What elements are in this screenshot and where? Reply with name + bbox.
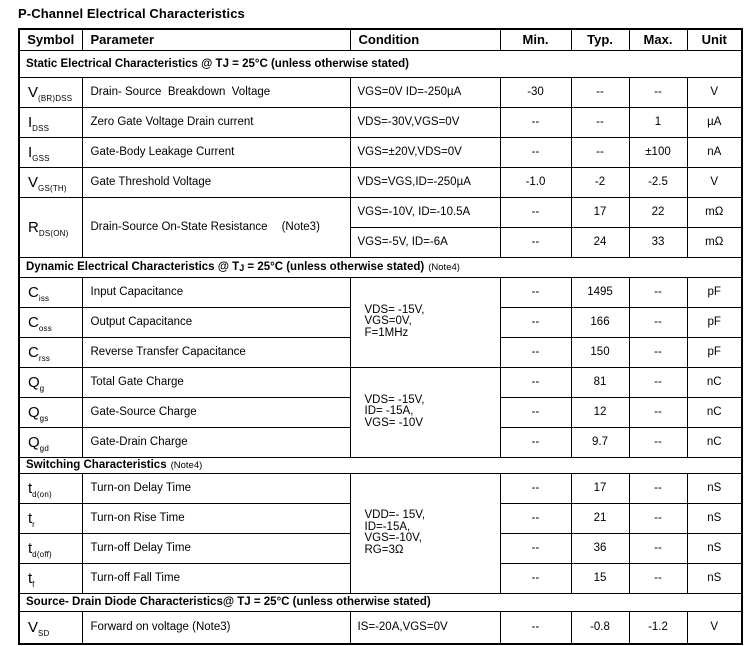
parameter-cell: Reverse Transfer Capacitance	[82, 337, 350, 367]
note4-ref: (Note4)	[170, 460, 203, 471]
column-header-row	[19, 29, 742, 50]
parameter-cell: Input Capacitance	[82, 277, 350, 307]
section-header-static	[19, 50, 742, 77]
min-cell: --	[500, 307, 571, 337]
unit-cell: nS	[687, 503, 742, 533]
unit-cell: nA	[687, 137, 742, 167]
col-header-unit: Unit	[687, 29, 742, 50]
condition-cell: VDS=-30V,VGS=0V	[350, 107, 500, 137]
max-cell: -2.5	[629, 167, 687, 197]
max-cell: -1.2	[629, 611, 687, 644]
typ-cell: -0.8	[571, 611, 629, 644]
col-header-parameter: Parameter	[82, 29, 350, 50]
min-cell: --	[500, 503, 571, 533]
min-cell: --	[500, 337, 571, 367]
table-row-vsd	[19, 611, 742, 644]
section-header-diode	[19, 593, 742, 611]
symbol-cell: $C_{oss}$	[19, 307, 82, 337]
condition-cell-charge: VDS= -15V, ID= -15A, VGS= -10V	[350, 367, 500, 457]
max-cell: --	[629, 473, 687, 503]
parameter-cell: Drain- Source Breakdown Voltage	[82, 77, 350, 107]
unit-cell: µA	[687, 107, 742, 137]
note4-ref: (Note4)	[428, 262, 460, 273]
min-cell: -30	[500, 77, 571, 107]
max-cell: --	[629, 77, 687, 107]
table-row-vgsth	[19, 167, 742, 197]
col-header-condition: Condition	[350, 29, 500, 50]
min-cell: --	[500, 397, 571, 427]
parameter-cell: Turn-off Fall Time	[82, 563, 350, 593]
symbol-cell: $V_{GS(TH)}$	[19, 167, 82, 197]
section-header-switching	[19, 457, 742, 473]
table-row-vbrdss	[19, 77, 742, 107]
unit-cell: mΩ	[687, 227, 742, 257]
parameter-cell: Gate Threshold Voltage	[82, 167, 350, 197]
max-cell: 33	[629, 227, 687, 257]
symbol-cell: $C_{rss}$	[19, 337, 82, 367]
condition-cell: VGS=0V ID=-250µA	[350, 77, 500, 107]
page-title: P-Channel Electrical Characteristics	[18, 6, 245, 21]
table-row-igss	[19, 137, 742, 167]
min-cell: -1.0	[500, 167, 571, 197]
unit-cell: nS	[687, 533, 742, 563]
typ-cell: 12	[571, 397, 629, 427]
typ-cell: 17	[571, 197, 629, 227]
max-cell: --	[629, 397, 687, 427]
typ-cell: 1495	[571, 277, 629, 307]
condition-cell-capacitance: VDS= -15V, VGS=0V, F=1MHz	[350, 277, 500, 367]
symbol-cell: $Q_{gs}$	[19, 397, 82, 427]
col-header-typ: Typ.	[571, 29, 629, 50]
characteristics-table	[18, 28, 743, 645]
typ-cell: 24	[571, 227, 629, 257]
typ-cell: --	[571, 77, 629, 107]
table-row-tdon	[19, 473, 742, 503]
max-cell: --	[629, 337, 687, 367]
condition-cell-switching: VDD=- 15V, ID=-15A, VGS=-10V, RG=3Ω	[350, 473, 500, 593]
min-cell: --	[500, 533, 571, 563]
min-cell: --	[500, 227, 571, 257]
note3-ref: (Note3)	[281, 221, 320, 233]
symbol-cell: $R_{DS(ON)}$	[19, 197, 82, 257]
unit-cell: V	[687, 167, 742, 197]
min-cell: --	[500, 137, 571, 167]
col-header-max: Max.	[629, 29, 687, 50]
table-row-qg	[19, 367, 742, 397]
min-cell: --	[500, 277, 571, 307]
condition-cell: VDS=VGS,ID=-250µA	[350, 167, 500, 197]
parameter-cell: Forward on voltage (Note3)	[82, 611, 350, 644]
typ-cell: --	[571, 107, 629, 137]
max-cell: --	[629, 307, 687, 337]
col-header-symbol: Symbol	[19, 29, 82, 50]
unit-cell: nC	[687, 367, 742, 397]
table-row-ciss	[19, 277, 742, 307]
typ-cell: 81	[571, 367, 629, 397]
symbol-cell: $Q_g$	[19, 367, 82, 397]
unit-cell: pF	[687, 277, 742, 307]
typ-cell: 15	[571, 563, 629, 593]
min-cell: --	[500, 367, 571, 397]
symbol-cell: $V_{SD}$	[19, 611, 82, 644]
parameter-cell: Turn-on Rise Time	[82, 503, 350, 533]
min-cell: --	[500, 197, 571, 227]
max-cell: --	[629, 427, 687, 457]
typ-cell: 166	[571, 307, 629, 337]
unit-cell: nC	[687, 427, 742, 457]
col-header-min: Min.	[500, 29, 571, 50]
unit-cell: nS	[687, 473, 742, 503]
section-header-dynamic	[19, 257, 742, 277]
unit-cell: nC	[687, 397, 742, 427]
symbol-cell: $t_f$	[19, 563, 82, 593]
symbol-cell: $I_{GSS}$	[19, 137, 82, 167]
section-title-dynamic: Dynamic Electrical Characteristics @ TJ = 25°C (unless otherwise stated) (Note4)	[19, 257, 742, 277]
parameter-cell: Turn-on Delay Time	[82, 473, 350, 503]
symbol-cell: $t_{d(off)}$	[19, 533, 82, 563]
max-cell: --	[629, 533, 687, 563]
typ-cell: -2	[571, 167, 629, 197]
max-cell: 1	[629, 107, 687, 137]
unit-cell: V	[687, 611, 742, 644]
typ-cell: 150	[571, 337, 629, 367]
unit-cell: nS	[687, 563, 742, 593]
parameter-cell: Zero Gate Voltage Drain current	[82, 107, 350, 137]
max-cell: --	[629, 367, 687, 397]
section-title-diode: Source- Drain Diode Characteristics@ TJ = 25°C (unless otherwise stated)	[19, 593, 742, 611]
unit-cell: pF	[687, 337, 742, 367]
symbol-cell: $t_r$	[19, 503, 82, 533]
typ-cell: 9.7	[571, 427, 629, 457]
parameter-cell: Drain-Source On-State Resistance (Note3)	[82, 197, 350, 257]
unit-cell: V	[687, 77, 742, 107]
min-cell: --	[500, 107, 571, 137]
parameter-cell: Turn-off Delay Time	[82, 533, 350, 563]
parameter-cell: Gate-Drain Charge	[82, 427, 350, 457]
parameter-cell: Gate-Body Leakage Current	[82, 137, 350, 167]
table-row-rdson-1	[19, 197, 742, 227]
section-title-switching: Switching Characteristics (Note4)	[19, 457, 742, 473]
symbol-cell: $V_{(BR)DSS}$	[19, 77, 82, 107]
min-cell: --	[500, 427, 571, 457]
min-cell: --	[500, 473, 571, 503]
section-title-static: Static Electrical Characteristics @ TJ = 25°C (unless otherwise stated)	[19, 50, 742, 77]
parameter-cell: Total Gate Charge	[82, 367, 350, 397]
condition-cell: IS=-20A,VGS=0V	[350, 611, 500, 644]
max-cell: ±100	[629, 137, 687, 167]
min-cell: --	[500, 563, 571, 593]
symbol-cell: $Q_{gd}$	[19, 427, 82, 457]
max-cell: --	[629, 563, 687, 593]
condition-cell: VGS=-5V, ID=-6A	[350, 227, 500, 257]
max-cell: --	[629, 277, 687, 307]
typ-cell: 21	[571, 503, 629, 533]
max-cell: 22	[629, 197, 687, 227]
table-row-idss	[19, 107, 742, 137]
unit-cell: mΩ	[687, 197, 742, 227]
condition-cell: VGS=±20V,VDS=0V	[350, 137, 500, 167]
min-cell: --	[500, 611, 571, 644]
parameter-cell: Output Capacitance	[82, 307, 350, 337]
typ-cell: 17	[571, 473, 629, 503]
max-cell: --	[629, 503, 687, 533]
condition-cell: VGS=-10V, ID=-10.5A	[350, 197, 500, 227]
symbol-cell: $C_{iss}$	[19, 277, 82, 307]
parameter-cell: Gate-Source Charge	[82, 397, 350, 427]
unit-cell: pF	[687, 307, 742, 337]
symbol-cell: $t_{d(on)}$	[19, 473, 82, 503]
typ-cell: --	[571, 137, 629, 167]
symbol-cell: $I_{DSS}$	[19, 107, 82, 137]
typ-cell: 36	[571, 533, 629, 563]
